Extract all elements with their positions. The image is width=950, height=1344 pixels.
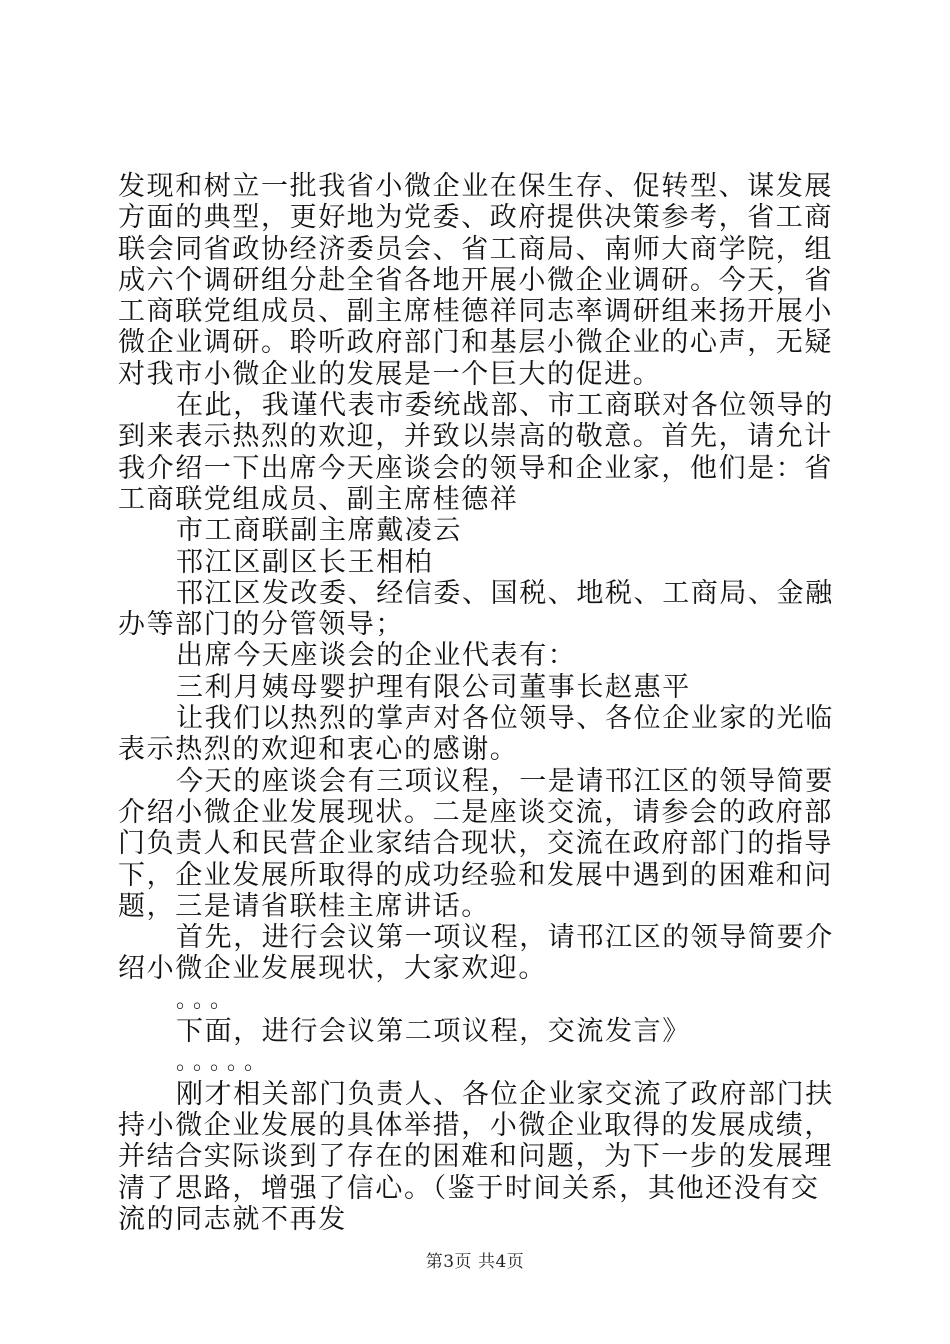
paragraph-agenda-item-one: 首先，进行会议第一项议程，请邗江区的领导简要介绍小微企业发展现状，大家欢迎。 xyxy=(118,922,834,985)
paragraph-applause: 让我们以热烈的掌声对各位领导、各位企业家的光临表示热烈的欢迎和衷心的感谢。 xyxy=(118,703,834,766)
attendee-line: 三利月姨母婴护理有限公司董事长赵惠平 xyxy=(176,671,691,703)
paragraph-welcome: 在此，我谨代表市委统战部、市工商联对各位领导的到来表示热烈的欢迎，并致以崇高的敬意。首先，请允计我介绍一下出席今天座谈会的领导和企业家，他们是：省工商联党组成员、副主席桂德祥 xyxy=(118,390,834,515)
ellipsis-line: 。。。。。 xyxy=(176,1050,273,1076)
page-number-footer: 第3页 共4页 xyxy=(425,1252,525,1272)
ellipsis-line: 。。。 xyxy=(176,987,239,1013)
paragraph-agenda-item-two: 下面，进行会议第二项议程，交流发言》 xyxy=(176,1016,691,1048)
attendee-line: 邗江区发改委、经信委、国税、地税、工商局、金融办等部门的分管领导； xyxy=(118,577,834,641)
paragraph-intro-continuation: 发现和树立一批我省小微企业在保生存、促转型、谋发展方面的典型，更好地为党委、政府提供决策参考，省工商联会同省政协经济委员会、省工商局、南师大商学院，组成六个调研组分赴全省各地开展小微企业调研。今天，省工商联党组成员、副主席桂德祥同志率调研组来扬开展小微企业调研。聆听政府部门和基层小微企业的心声，无疑对我市小微企业的发展是一个巨大的促进。 xyxy=(118,171,833,390)
attendee-line: 市工商联副主席戴凌云 xyxy=(176,515,462,547)
paragraph-agenda: 今天的座谈会有三项议程，一是请邗江区的领导简要介绍小微企业发展现状。二是座谈交流，请参会的政府部门负责人和民营企业家结合现状，交流在政府部门的指导下，企业发展所取得的成功经验和发展中遇到的困难和问题，三是请省联桂主席讲话。 xyxy=(118,765,834,922)
attendee-line: 邗江区副区长王相柏 xyxy=(176,546,434,578)
document-body xyxy=(118,171,834,1235)
enterprise-representatives-heading: 出席今天座谈会的企业代表有： xyxy=(176,640,577,672)
paragraph-summary: 刚才相关部门负责人、各位企业家交流了政府部门扶持小微企业发展的具体举措，小微企业取得的发展成绩，并结合实际谈到了存在的困难和问题，为下一步的发展理清了思路，增强了信心。（鉴于时间关系，其他还没有交流的同志就不再发 xyxy=(118,1078,834,1235)
